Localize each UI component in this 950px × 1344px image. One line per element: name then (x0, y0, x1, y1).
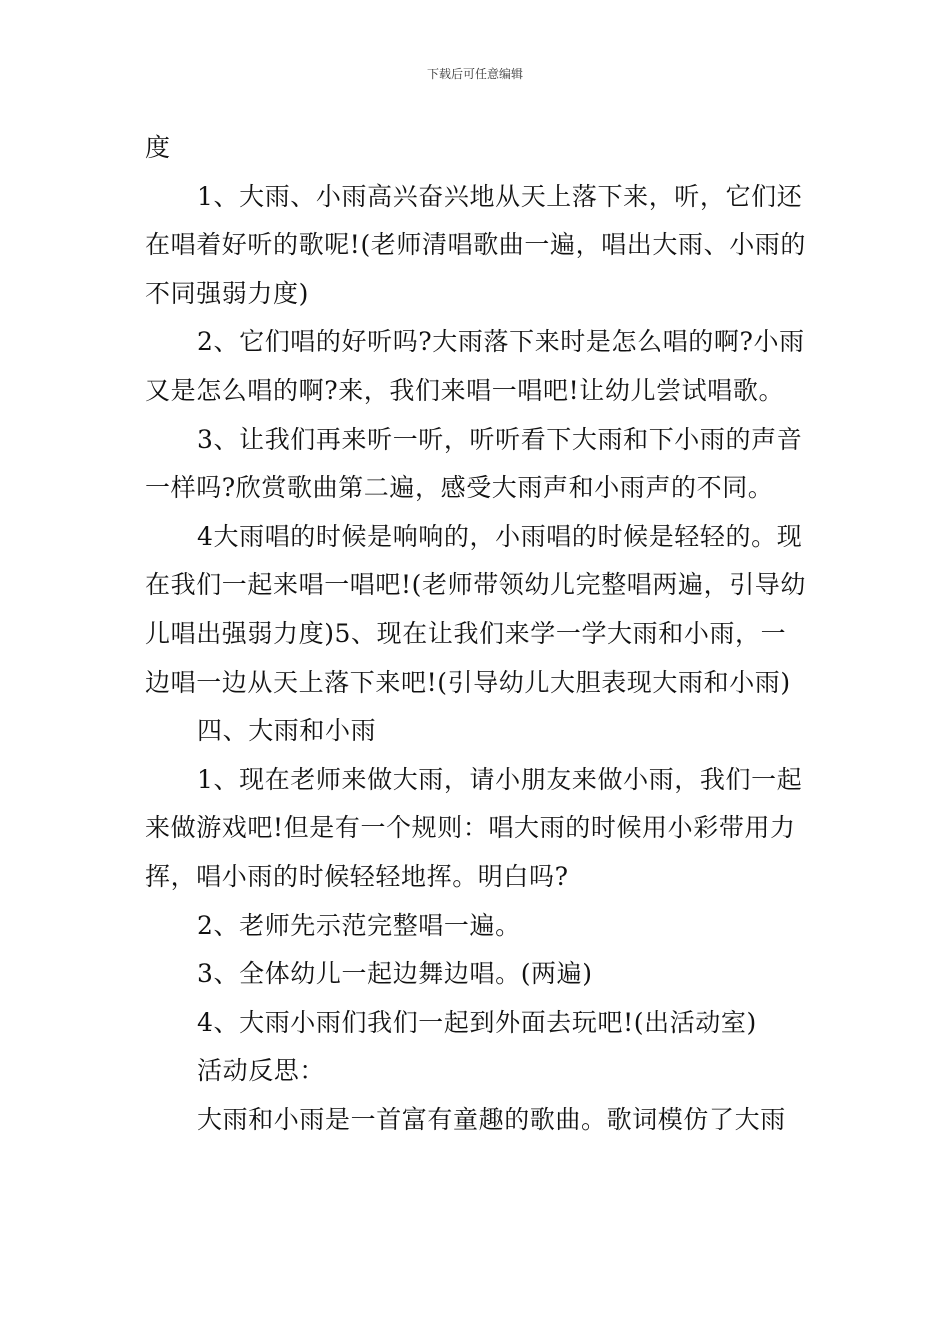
paragraph-game-1: 1、现在老师来做大雨，请小朋友来做小雨，我们一起来做游戏吧!但是有一个规则：唱大雨的时候用小彩带用力挥，唱小雨的时候轻轻地挥。明白吗? (145, 764, 803, 891)
paragraph-step-2: 2、它们唱的好听吗?大雨落下来时是怎么唱的啊?小雨又是怎么唱的啊?来，我们来唱一唱吧!让幼儿尝试唱歌。 (145, 327, 805, 405)
paragraph-continuation: 度 (145, 133, 171, 162)
paragraph-game-2: 2、老师先示范完整唱一遍。 (197, 910, 521, 940)
paragraph-step-3: 3、让我们再来听一听，听听看下大雨和下小雨的声音一样吗?欣赏歌曲第二遍，感受大雨声和小雨声的不同。 (145, 424, 803, 503)
reflection-paragraph: 大雨和小雨是一首富有童趣的歌曲。歌词模仿了大雨 (197, 1104, 786, 1134)
section-heading-4: 四、大雨和小雨 (197, 716, 377, 746)
paragraph-step-1: 1、大雨、小雨高兴奋兴地从天上落下来，听，它们还在唱着好听的歌呢!(老师清唱歌曲一遍，唱出大雨、小雨的不同强弱力度) (145, 181, 807, 308)
paragraph-game-4: 4、大雨小雨们我们一起到外面去玩吧!(出活动室) (197, 1007, 757, 1037)
reflection-heading: 活动反思： (197, 1056, 326, 1086)
page-header-note: 下载后可任意编辑 (426, 67, 523, 81)
paragraph-game-3: 3、全体幼儿一起边舞边唱。(两遍) (197, 959, 593, 989)
paragraph-step-4-5: 4大雨唱的时候是响响的，小雨唱的时候是轻轻的。现在我们一起来唱一唱吧!(老师带领幼儿完整唱两遍，引导幼儿唱出强弱力度)5、现在让我们来学一学大雨和小雨，一边唱一边从天上落下来吧!(引导幼儿大胆表现大雨和小雨) (145, 521, 807, 697)
document-body (145, 124, 810, 1144)
